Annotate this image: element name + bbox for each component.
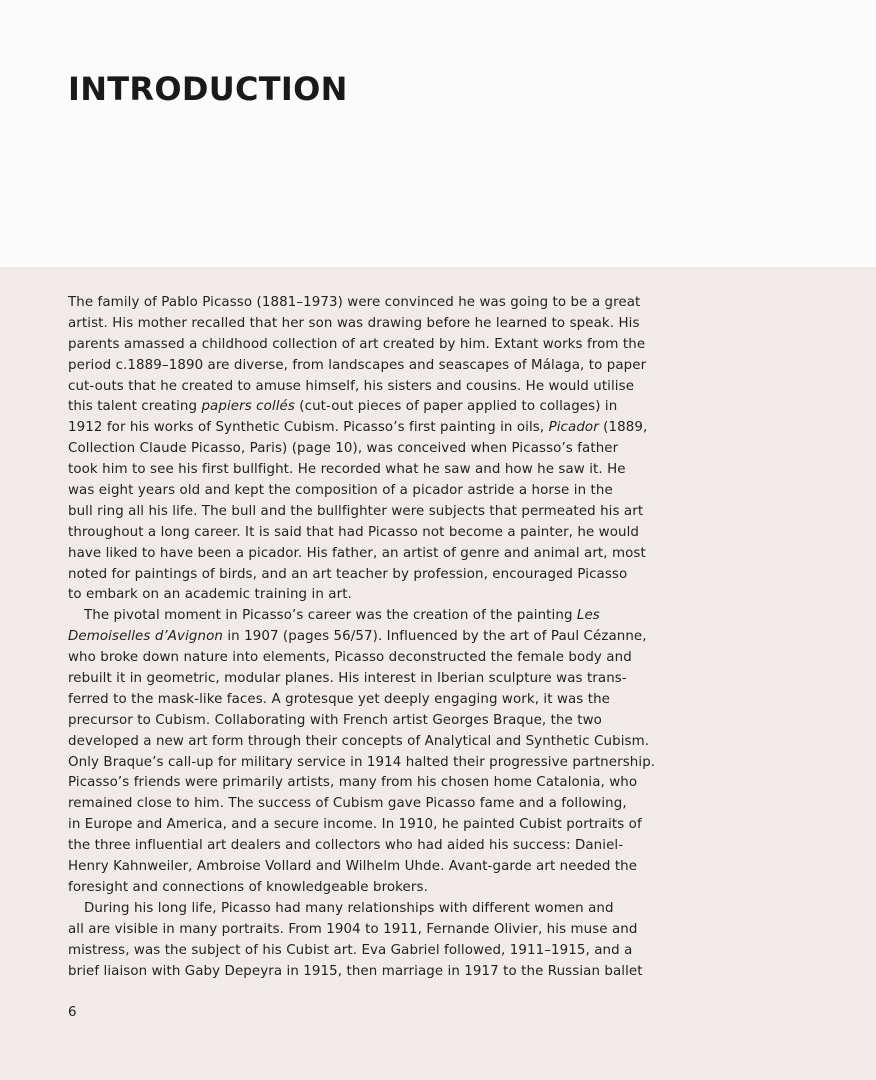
paragraph [68, 293, 688, 606]
text-run: parents amassed a childhood collection of art created by him. Extant works from the [68, 336, 646, 352]
text-line [68, 460, 688, 481]
text-run: Collection Claude Picasso, Paris) (page 10), was conceived when Picasso’s father [68, 441, 619, 457]
text-line [68, 565, 688, 586]
text-run: in 1907 (pages 56/57). Influenced by the art of Paul Cézanne, [222, 629, 647, 645]
text-run: who broke down nature into elements, Picasso deconstructed the female body and [68, 650, 632, 666]
text-line [68, 314, 688, 335]
text-line [68, 418, 688, 439]
text-run: to embark on an academic training in art. [68, 587, 352, 603]
text-run: period c.1889–1890 are diverse, from landscapes and seascapes of Málaga, to paper [68, 357, 647, 373]
text-line [68, 648, 688, 669]
text-line [68, 481, 688, 502]
text-run: precursor to Cubism. Collaborating with French artist Georges Braque, the two [68, 712, 602, 728]
text-line [68, 857, 688, 878]
text-line [68, 544, 688, 565]
italic-title: Demoiselles d’Avignon [68, 629, 223, 645]
text-run: (1889, [598, 420, 648, 436]
text-line [68, 293, 688, 314]
text-run: Only Braque’s call-up for military service in 1914 halted their progressive partnership. [68, 754, 656, 770]
text-line [68, 606, 688, 627]
text-run: During his long life, Picasso had many relationships with different women and [84, 900, 614, 916]
text-run: cut-outs that he created to amuse himself, his sisters and cousins. He would utilise [68, 378, 635, 394]
text-run: remained close to him. The success of Cubism gave Picasso fame and a following, [68, 796, 627, 812]
text-run: Henry Kahnweiler, Ambroise Vollard and Wilhelm Uhde. Avant-garde art needed the [68, 859, 638, 875]
text-run: 1912 for his works of Synthetic Cubism. Picasso’s first painting in oils, [68, 420, 549, 436]
italic-title: papiers collés [201, 399, 295, 415]
text-line [68, 753, 688, 774]
text-line [68, 836, 688, 857]
text-run: the three influential art dealers and collectors who had aided his success: Daniel- [68, 838, 624, 854]
text-line [68, 523, 688, 544]
paragraph [68, 899, 688, 983]
text-line [68, 585, 688, 606]
text-line [68, 627, 688, 648]
text-run: ferred to the mask-like faces. A grotesque yet deeply engaging work, it was the [68, 691, 611, 707]
text-run: all are visible in many portraits. From 1904 to 1911, Fernande Olivier, his muse and [68, 921, 638, 937]
text-run: artist. His mother recalled that her son was drawing before he learned to speak. His [68, 315, 640, 331]
text-line [68, 815, 688, 836]
text-line [68, 335, 688, 356]
text-line [68, 397, 688, 418]
text-run: bull ring all his life. The bull and the bullfighter were subjects that permeated his art [68, 503, 644, 519]
body-text [68, 293, 688, 982]
page-title: INTRODUCTION [68, 70, 348, 108]
text-line [68, 794, 688, 815]
text-run: was eight years old and kept the composition of a picador astride a horse in the [68, 483, 613, 499]
text-run: throughout a long career. It is said that had Picasso not become a painter, he would [68, 524, 640, 540]
text-run: foresight and connections of knowledgeable brokers. [68, 879, 428, 895]
text-line [68, 669, 688, 690]
italic-title: Les [576, 608, 600, 624]
text-run: took him to see his first bullfight. He recorded what he saw and how he saw it. He [68, 462, 626, 478]
text-line [68, 377, 688, 398]
text-run: The family of Pablo Picasso (1881–1973) were convinced he was going to be a great [68, 295, 641, 310]
text-line [68, 439, 688, 460]
text-line [68, 773, 688, 794]
text-run: in Europe and America, and a secure income. In 1910, he painted Cubist portraits of [68, 817, 642, 833]
text-run: have liked to have been a picador. His father, an artist of genre and animal art, most [68, 545, 646, 561]
text-run: developed a new art form through their concepts of Analytical and Synthetic Cubism. [68, 733, 650, 749]
italic-title: Picador [548, 420, 599, 436]
text-line [68, 356, 688, 377]
text-line [68, 502, 688, 523]
text-run: mistress, was the subject of his Cubist art. Eva Gabriel followed, 1911–1915, and a [68, 942, 633, 958]
text-run: rebuilt it in geometric, modular planes. His interest in Iberian sculpture was trans- [68, 671, 627, 687]
text-run: (cut-out pieces of paper applied to collages) in [294, 399, 618, 415]
text-line [68, 941, 688, 962]
text-line [68, 711, 688, 732]
text-line [68, 878, 688, 899]
text-run: brief liaison with Gaby Depeyra in 1915, then marriage in 1917 to the Russian ballet [68, 963, 643, 979]
text-run: The pivotal moment in Picasso’s career was the creation of the painting [84, 608, 577, 624]
text-line [68, 920, 688, 941]
text-line [68, 690, 688, 711]
text-run: Picasso’s friends were primarily artists, many from his chosen home Catalonia, who [68, 775, 638, 791]
header-area [0, 0, 876, 267]
text-line [68, 899, 688, 920]
page-number: 6 [68, 1005, 77, 1020]
text-line [68, 732, 688, 753]
text-run: noted for paintings of birds, and an art teacher by profession, encouraged Picasso [68, 566, 628, 582]
text-run: this talent creating [68, 399, 202, 415]
paragraph [68, 606, 688, 898]
text-line [68, 962, 688, 983]
